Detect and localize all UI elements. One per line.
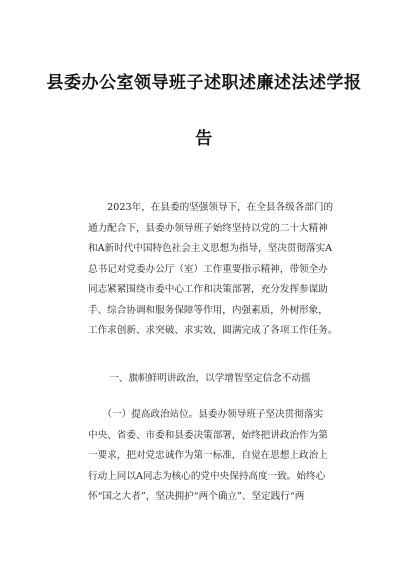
intro-line: 同志紧紧围绕市委中心工作和决策部署，充分发挥参谋助	[88, 284, 328, 295]
intro-line: 和A新时代中国特色社会主义思想为指导，坚决贯彻落实A	[88, 243, 333, 254]
section-line: 行动上同以A同志为核心的党中央保持高度一致。始终心	[88, 470, 326, 482]
section-line: （一）提高政治站位。县委办领导班子坚决贯彻落实	[88, 409, 324, 420]
intro-line: 总书记对党委办公厅（室）工作重要指示精神，带领全办	[88, 263, 328, 275]
intro-paragraph	[88, 198, 340, 342]
intro-line: 工作求创新、求突破、求实效，圆满完成了各项工作任务。	[88, 325, 338, 336]
section-line: 一要求，把对党忠诚作为第一标准，自觉在思想上政治上	[88, 450, 328, 461]
section-one-paragraph	[88, 405, 340, 508]
intro-line: 通力配合下，县委办领导班子始终坚持以党的二十大精神	[88, 222, 328, 234]
section-line: 怀“国之大者”，坚决拥护“两个确立”、坚定践行“两	[88, 491, 305, 502]
section-line: 中央、省委、市委和县委决策部署，始终把讲政治作为第	[88, 429, 328, 441]
document-title-line-2: 告	[195, 129, 213, 149]
section-heading: 一、旗帜鲜明讲政治，以学增智坚定信念不动摇	[90, 373, 311, 384]
document-title-line-1: 县委办公室领导班子述职述廉述法述学报	[46, 73, 362, 93]
intro-line: 2023年，在县委的坚强领导下，在全县各级各部门的	[88, 202, 334, 213]
intro-line: 手、综合协调和服务保障等作用，内强素质，外树形象，	[88, 304, 328, 316]
